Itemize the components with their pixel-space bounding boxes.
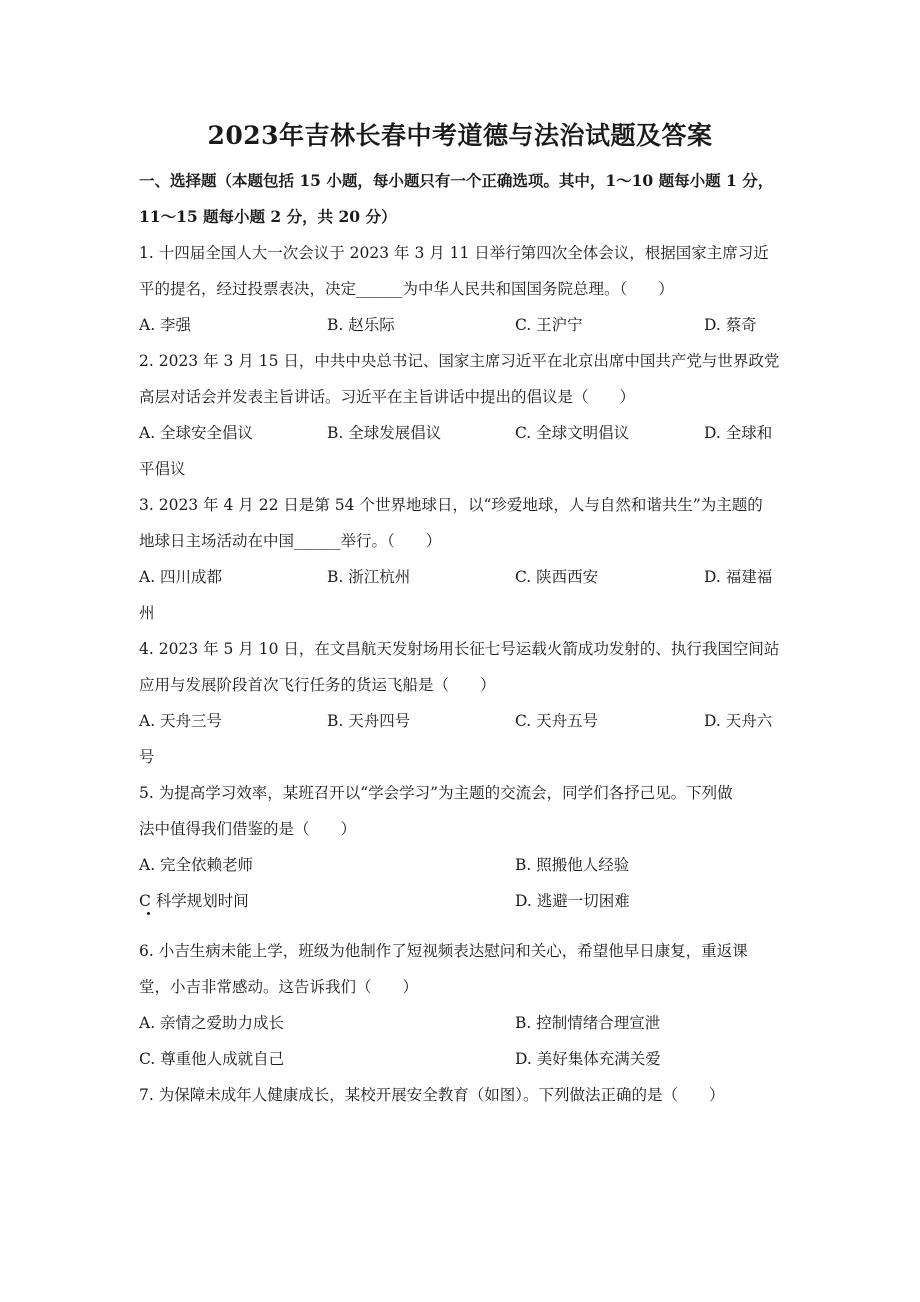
question-2-line-2: 高层对话会并发表主旨讲话。习近平在主旨讲话中提出的倡议是（ ） — [139, 388, 636, 406]
question-4-option-d-wrap: 号 — [139, 748, 155, 766]
question-2-option-a: A. 全球安全倡议 — [139, 424, 254, 442]
question-6-option-d: D. 美好集体充满关爱 — [515, 1050, 661, 1068]
question-2-option-b: B. 全球发展倡议 — [327, 424, 442, 442]
question-6-option-b: B. 控制情绪合理宣泄 — [515, 1014, 661, 1032]
question-3-line-1: 3. 2023 年 4 月 22 日是第 54 个世界地球日，以“珍爱地球，人与自然和谐共生”为主题的 — [139, 496, 763, 514]
stray-dot-mark — [147, 912, 150, 915]
question-3-option-a: A. 四川成都 — [139, 568, 223, 586]
question-2-line-1: 2. 2023 年 3 月 15 日，中共中央总书记、国家主席习近平在北京出席中国共产党与世界政党 — [139, 352, 780, 370]
question-4-option-b: B. 天舟四号 — [327, 712, 411, 730]
question-4-line-1: 4. 2023 年 5 月 10 日，在文昌航天发射场用长征七号运载火箭成功发射的、执行我国空间站 — [139, 640, 780, 658]
question-1-option-a: A. 李强 — [139, 316, 192, 334]
section-heading-line-2: 11～15 题每小题 2 分，共 20 分） — [139, 207, 397, 226]
question-6-line-2: 堂，小吉非常感动。这告诉我们（ ） — [139, 978, 419, 996]
question-3-option-b: B. 浙江杭州 — [327, 568, 411, 586]
question-6-line-1: 6. 小吉生病未能上学，班级为他制作了短视频表达慰问和关心，希望他早日康复，重返课 — [139, 942, 748, 960]
question-3-option-d-wrap: 州 — [139, 604, 155, 622]
question-5-option-b: B. 照搬他人经验 — [515, 856, 630, 874]
question-1-option-d: D. 蔡奇 — [704, 316, 757, 334]
question-3-line-2: 地球日主场活动在中国______举行。（ ） — [139, 532, 442, 550]
question-1-line-2: 平的提名，经过投票表决，决定______为中华人民共和国国务院总理。（ ） — [139, 280, 674, 298]
question-7-line-1: 7. 为保障未成年人健康成长，某校开展安全教育（如图）。下列做法正确的是（ ） — [139, 1086, 725, 1104]
question-1-option-b: B. 赵乐际 — [327, 316, 395, 334]
question-3-option-c: C. 陕西西安 — [515, 568, 599, 586]
question-2-option-d-wrap: 平倡议 — [139, 460, 186, 478]
question-5-line-1: 5. 为提高学习效率，某班召开以“学会学习”为主题的交流会，同学们各抒己见。下列做 — [139, 784, 733, 802]
question-1-line-1: 1. 十四届全国人大一次会议于 2023 年 3 月 11 日举行第四次全体会议，根据国家主席习近 — [139, 244, 769, 262]
question-2-option-c: C. 全球文明倡议 — [515, 424, 630, 442]
question-6-option-a: A. 亲情之爱助力成长 — [139, 1014, 285, 1032]
question-1-option-c: C. 王沪宁 — [515, 316, 583, 334]
question-6-option-c: C. 尊重他人成就自己 — [139, 1050, 285, 1068]
question-4-option-c: C. 天舟五号 — [515, 712, 599, 730]
question-3-option-d: D. 福建福 — [704, 568, 773, 586]
question-5-option-c: C 科学规划时间 — [139, 892, 249, 910]
question-5-option-a: A. 完全依赖老师 — [139, 856, 254, 874]
question-4-line-2: 应用与发展阶段首次飞行任务的货运飞船是（ ） — [139, 676, 496, 694]
question-2-option-d: D. 全球和 — [704, 424, 773, 442]
question-4-option-d: D. 天舟六 — [704, 712, 773, 730]
question-4-option-a: A. 天舟三号 — [139, 712, 223, 730]
question-5-line-2: 法中值得我们借鉴的是（ ） — [139, 820, 357, 838]
question-5-option-d: D. 逃避一切困难 — [515, 892, 630, 910]
page-title: 2023年吉林长春中考道德与法治试题及答案 — [207, 121, 713, 150]
section-heading-line-1: 一、选择题（本题包括 15 小题，每小题只有一个正确选项。其中，1～10 题每小题 1 分， — [139, 171, 774, 190]
